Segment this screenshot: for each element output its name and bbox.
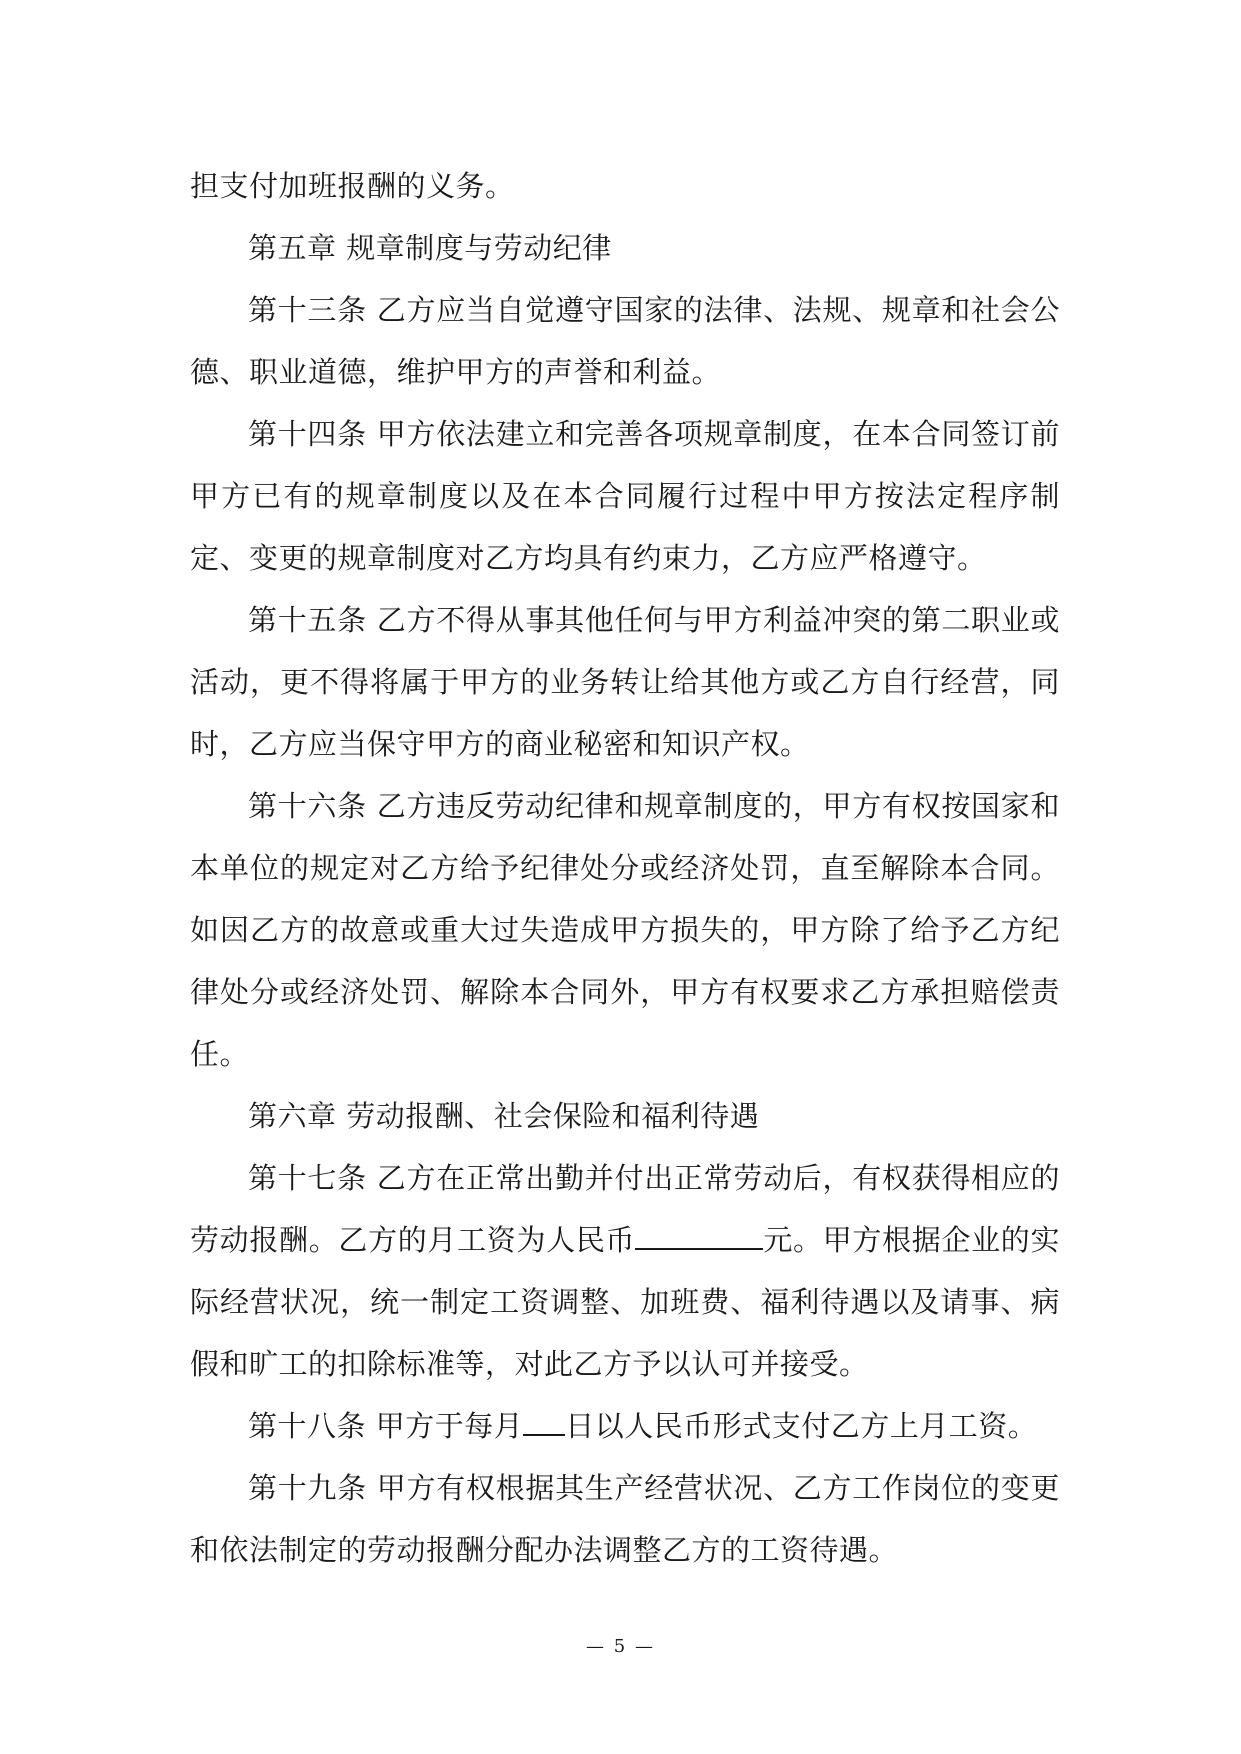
article-17-before: 第十七条 乙方在正常出勤并付出正常劳动后，有权获得相应的劳动报酬。乙方的月工资为人民币 bbox=[190, 1161, 1060, 1257]
salary-blank bbox=[635, 1248, 763, 1250]
page-number: — 5 — bbox=[586, 1636, 655, 1657]
article-17 bbox=[190, 1147, 1060, 1395]
article-15: 第十五条 乙方不得从事其他任何与甲方利益冲突的第二职业或活动，更不得将属于甲方的业务转让给其他方或乙方自行经营，同时，乙方应当保守甲方的商业秘密和知识产权。 bbox=[190, 603, 1060, 761]
article-16: 第十六条 乙方违反劳动纪律和规章制度的，甲方有权按国家和本单位的规定对乙方给予纪律处分或经济处罚，直至解除本合同。如因乙方的故意或重大过失造成甲方损失的，甲方除了给予乙方纪律处分或经济处罚、解除本合同外，甲方有权要求乙方承担赔偿责任。 bbox=[190, 789, 1060, 1071]
chapter-5-heading: 第五章 规章制度与劳动纪律 bbox=[248, 231, 612, 265]
document-body bbox=[190, 155, 1060, 1581]
article-17-after: 元。甲方根据企业的实际经营状况，统一制定工资调整、加班费、福利待遇以及请事、病假和旷工的扣除标准等，对此乙方予以认可并接受。 bbox=[190, 1223, 1060, 1381]
chapter-6-heading: 第六章 劳动报酬、社会保险和福利待遇 bbox=[248, 1099, 760, 1133]
article-18-after: 日以人民币形式支付乙方上月工资。 bbox=[565, 1409, 1038, 1443]
article-18-before: 第十八条 甲方于每月 bbox=[248, 1409, 524, 1443]
payday-blank bbox=[523, 1434, 565, 1436]
article-14: 第十四条 甲方依法建立和完善各项规章制度，在本合同签订前甲方已有的规章制度以及在本合同履行过程中甲方按法定程序制定、变更的规章制度对乙方均具有约束力，乙方应严格遵守。 bbox=[190, 417, 1060, 575]
article-19: 第十九条 甲方有权根据其生产经营状况、乙方工作岗位的变更和依法制定的劳动报酬分配办法调整乙方的工资待遇。 bbox=[190, 1471, 1060, 1567]
article-18 bbox=[190, 1395, 1060, 1457]
article-13: 第十三条 乙方应当自觉遵守国家的法律、法规、规章和社会公德、职业道德，维护甲方的声誉和利益。 bbox=[190, 293, 1060, 389]
paragraph-continuation: 担支付加班报酬的义务。 bbox=[190, 169, 515, 203]
